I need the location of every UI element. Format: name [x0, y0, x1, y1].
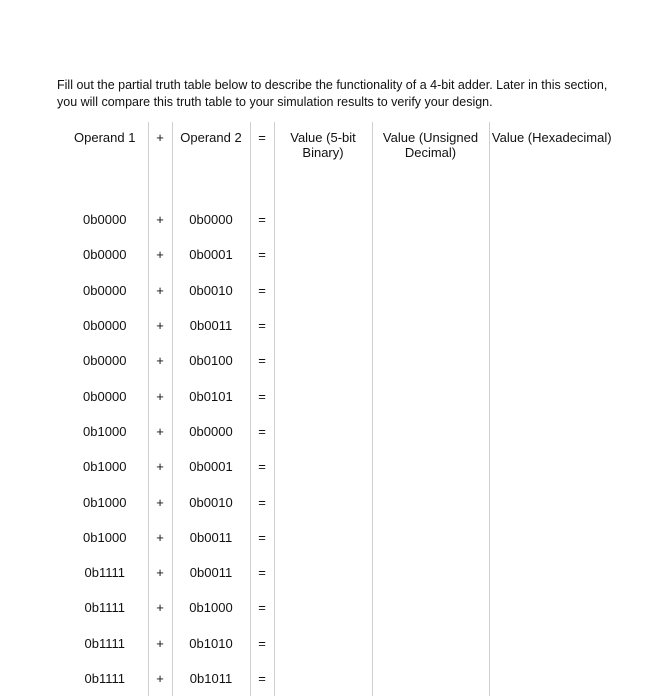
cell-value-hex[interactable]: [489, 449, 614, 484]
cell-value-decimal[interactable]: [372, 484, 489, 519]
cell-value-hex[interactable]: [489, 378, 614, 413]
cell-value-decimal[interactable]: [372, 237, 489, 272]
cell-value-decimal[interactable]: [372, 449, 489, 484]
cell-value-decimal[interactable]: [372, 414, 489, 449]
cell-equals: =: [250, 202, 274, 237]
cell-operand-1: 0b1000: [83, 423, 127, 439]
cell-equals: =: [250, 343, 274, 378]
cell-value-decimal[interactable]: [372, 555, 489, 590]
header-value-binary: Value (5-bit Binary): [274, 122, 372, 190]
cell-operand-1: 0b1000: [83, 459, 127, 475]
cell-plus: +: [148, 484, 172, 519]
truth-table: [62, 122, 614, 696]
cell-operand-2: 0b1011: [172, 661, 250, 696]
cell-equals: =: [250, 449, 274, 484]
cell-value-decimal[interactable]: [372, 273, 489, 308]
cell-plus: +: [148, 661, 172, 696]
cell-operand-2: 0b0101: [172, 378, 250, 413]
cell-operand-2: 0b1000: [172, 590, 250, 625]
cell-value-hex[interactable]: [489, 661, 614, 696]
cell-plus: +: [148, 590, 172, 625]
cell-plus: +: [148, 202, 172, 237]
cell-value-binary[interactable]: [274, 202, 372, 237]
cell-equals: =: [250, 520, 274, 555]
cell-plus: +: [148, 555, 172, 590]
table-row: [62, 414, 614, 449]
cell-operand-1: 0b0000: [83, 212, 127, 228]
cell-plus: +: [148, 343, 172, 378]
cell-value-binary[interactable]: [274, 378, 372, 413]
cell-value-binary[interactable]: [274, 343, 372, 378]
cell-operand-1: 0b0000: [83, 353, 127, 369]
cell-operand-1: 0b0000: [83, 318, 127, 334]
cell-value-decimal[interactable]: [372, 202, 489, 237]
cell-value-decimal[interactable]: [372, 520, 489, 555]
cell-value-binary[interactable]: [274, 449, 372, 484]
cell-plus: +: [148, 378, 172, 413]
cell-value-decimal[interactable]: [372, 343, 489, 378]
cell-plus: +: [148, 626, 172, 661]
cell-operand-1: 0b1000: [83, 529, 127, 545]
cell-operand-2: 0b0010: [172, 484, 250, 519]
cell-operand-2: 0b0100: [172, 343, 250, 378]
table-row: [62, 590, 614, 625]
cell-equals: =: [250, 237, 274, 272]
header-equals: =: [250, 122, 274, 190]
table-row: [62, 626, 614, 661]
cell-operand-1: 0b1111: [84, 671, 125, 686]
table-row: [62, 237, 614, 272]
cell-value-binary[interactable]: [274, 484, 372, 519]
cell-operand-2: 0b0001: [172, 237, 250, 272]
cell-equals: =: [250, 661, 274, 696]
table-row: [62, 520, 614, 555]
cell-value-binary[interactable]: [274, 414, 372, 449]
cell-value-hex[interactable]: [489, 343, 614, 378]
cell-operand-2: 0b1010: [172, 626, 250, 661]
cell-operand-1: 0b1111: [84, 565, 125, 581]
cell-operand-1: 0b1000: [83, 494, 127, 510]
cell-value-binary[interactable]: [274, 308, 372, 343]
cell-value-hex[interactable]: [489, 590, 614, 625]
cell-plus: +: [148, 237, 172, 272]
table-row: [62, 378, 614, 413]
cell-operand-2: 0b0000: [172, 202, 250, 237]
cell-value-binary[interactable]: [274, 273, 372, 308]
table-spacer-row: [62, 190, 614, 202]
table-row: [62, 202, 614, 237]
cell-operand-1: 0b1111: [84, 635, 125, 651]
cell-operand-1: 0b0000: [83, 282, 127, 298]
cell-plus: +: [148, 449, 172, 484]
cell-equals: =: [250, 590, 274, 625]
cell-value-decimal[interactable]: [372, 626, 489, 661]
header-value-hex: Value (Hexadecimal): [489, 122, 614, 190]
cell-operand-1: 0b1111: [84, 600, 125, 616]
header-operand-2: Operand 2: [172, 122, 250, 190]
cell-value-decimal[interactable]: [372, 590, 489, 625]
cell-value-binary[interactable]: [274, 237, 372, 272]
cell-equals: =: [250, 626, 274, 661]
table-row: [62, 273, 614, 308]
cell-plus: +: [148, 520, 172, 555]
header-operand-1: Operand 1: [74, 130, 136, 145]
truth-table-container: [62, 122, 614, 700]
cell-value-hex[interactable]: [489, 555, 614, 590]
table-row: [62, 308, 614, 343]
cell-value-binary[interactable]: [274, 590, 372, 625]
cell-operand-2: 0b0010: [172, 273, 250, 308]
cell-plus: +: [148, 273, 172, 308]
instructions-text: Fill out the partial truth table below to describe the functionality of a 4-bit adder. Later in this section, you will compare this truth table to your simulation results to verify your design.: [57, 78, 608, 109]
cell-value-binary[interactable]: [274, 626, 372, 661]
cell-operand-2: 0b0011: [172, 555, 250, 590]
cell-value-hex[interactable]: [489, 308, 614, 343]
cell-value-hex[interactable]: [489, 414, 614, 449]
cell-value-hex[interactable]: [489, 273, 614, 308]
cell-equals: =: [250, 484, 274, 519]
cell-equals: =: [250, 273, 274, 308]
cell-value-binary[interactable]: [274, 520, 372, 555]
cell-equals: =: [250, 378, 274, 413]
table-row: [62, 343, 614, 378]
table-row: [62, 661, 614, 696]
table-row: [62, 449, 614, 484]
cell-operand-1: 0b0000: [83, 388, 127, 404]
cell-plus: +: [148, 414, 172, 449]
cell-value-hex[interactable]: [489, 626, 614, 661]
cell-value-hex[interactable]: [489, 202, 614, 237]
cell-value-hex[interactable]: [489, 237, 614, 272]
cell-value-binary[interactable]: [274, 661, 372, 696]
cell-value-decimal[interactable]: [372, 661, 489, 696]
cell-plus: +: [148, 308, 172, 343]
table-row: [62, 484, 614, 519]
header-value-decimal: Value (Unsigned Decimal): [372, 122, 489, 190]
table-header-row: [62, 122, 614, 190]
table-row: [62, 555, 614, 590]
cell-operand-2: 0b0011: [172, 520, 250, 555]
cell-value-decimal[interactable]: [372, 308, 489, 343]
cell-equals: =: [250, 414, 274, 449]
cell-value-decimal[interactable]: [372, 378, 489, 413]
cell-value-hex[interactable]: [489, 484, 614, 519]
cell-operand-2: 0b0001: [172, 449, 250, 484]
header-plus: +: [148, 122, 172, 190]
cell-operand-2: 0b0011: [172, 308, 250, 343]
cell-operand-1: 0b0000: [83, 247, 127, 263]
cell-equals: =: [250, 555, 274, 590]
cell-operand-2: 0b0000: [172, 414, 250, 449]
cell-value-binary[interactable]: [274, 555, 372, 590]
cell-equals: =: [250, 308, 274, 343]
cell-value-hex[interactable]: [489, 520, 614, 555]
